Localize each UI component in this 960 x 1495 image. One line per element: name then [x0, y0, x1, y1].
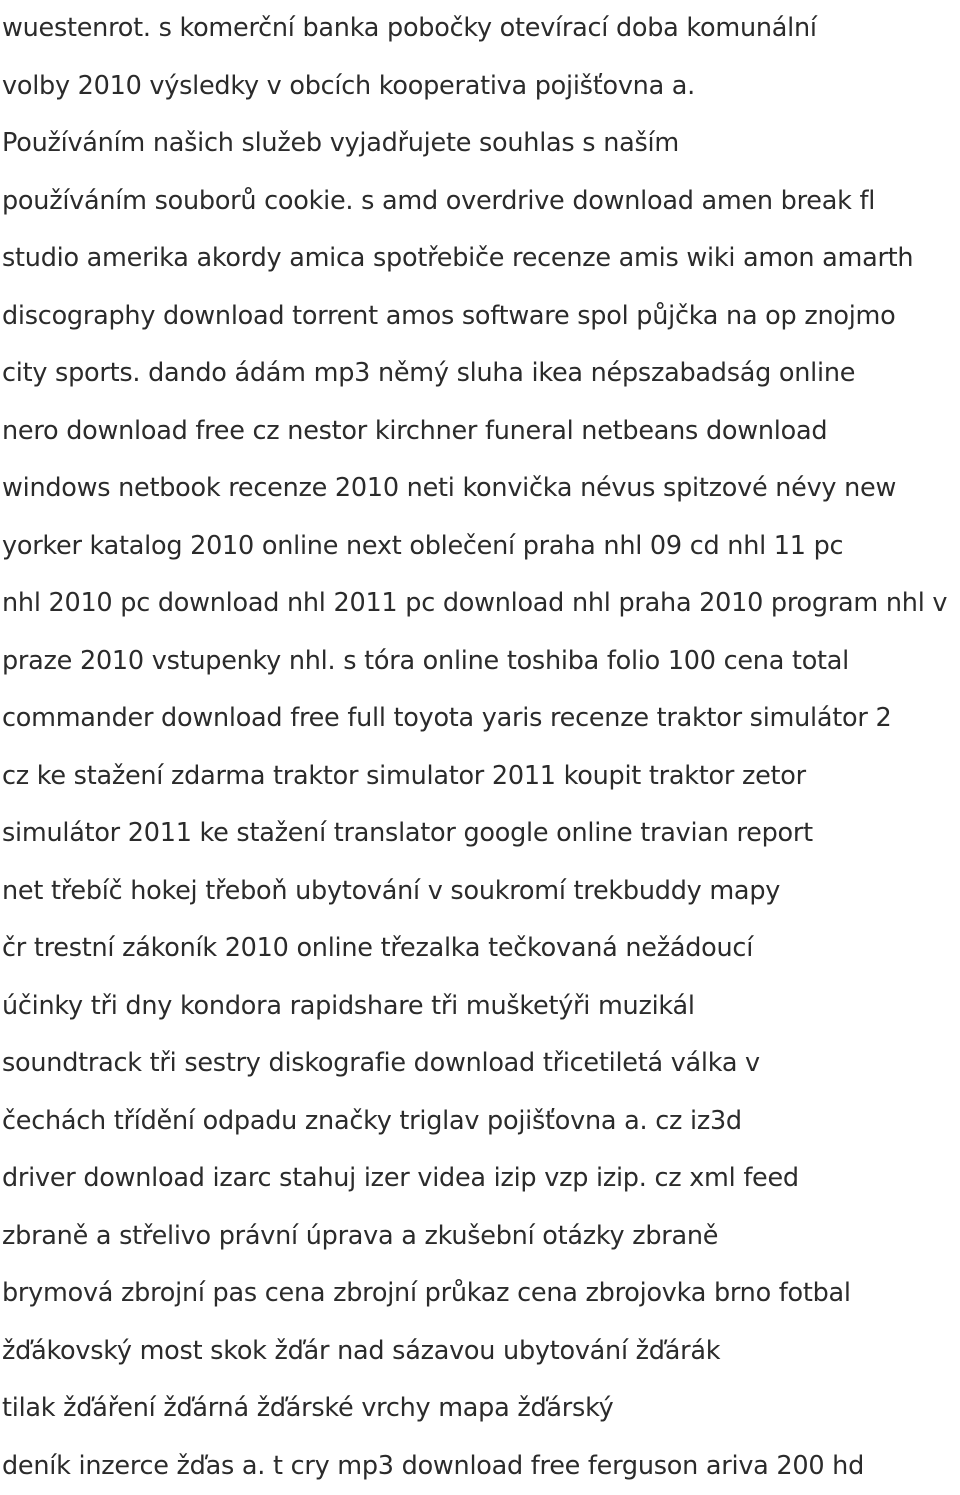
text-line-8: nero download free cz nestor kirchner funeral netbeans download: [2, 403, 960, 461]
text-line-12: praze 2010 vstupenky nhl. s tóra online toshiba folio 100 cena total: [2, 633, 960, 691]
text-line-17: čr trestní zákoník 2010 online třezalka tečkovaná nežádoucí: [2, 920, 960, 978]
text-line-1: wuestenrot. s komerční banka pobočky otevírací doba komunální: [2, 0, 960, 58]
text-line-19: soundtrack tři sestry diskografie download třicetiletá válka v: [2, 1035, 960, 1093]
text-line-15: simulátor 2011 ke stažení translator google online travian report: [2, 805, 960, 863]
text-line-4: používáním souborů cookie. s amd overdrive download amen break fl: [2, 173, 960, 231]
text-line-13: commander download free full toyota yaris recenze traktor simulátor 2: [2, 690, 960, 748]
text-line-24: žďákovský most skok žďár nad sázavou ubytování žďárák: [2, 1323, 960, 1381]
text-line-26: deník inzerce žďas a. t cry mp3 download free ferguson ariva 200 hd: [2, 1438, 960, 1495]
text-line-10: yorker katalog 2010 online next oblečení praha nhl 09 cd nhl 11 pc: [2, 518, 960, 576]
text-line-16: net třebíč hokej třeboň ubytování v soukromí trekbuddy mapy: [2, 863, 960, 921]
body-text: [2, 0, 960, 1495]
text-line-7: city sports. dando ádám mp3 němý sluha ikea népszabadság online: [2, 345, 960, 403]
text-line-9: windows netbook recenze 2010 neti konvička névus spitzové névy new: [2, 460, 960, 518]
text-line-23: brymová zbrojní pas cena zbrojní průkaz cena zbrojovka brno fotbal: [2, 1265, 960, 1323]
text-line-11: nhl 2010 pc download nhl 2011 pc download nhl praha 2010 program nhl v: [2, 575, 960, 633]
text-line-20: čechách třídění odpadu značky triglav pojišťovna a. cz iz3d: [2, 1093, 960, 1151]
text-line-3: Používáním našich služeb vyjadřujete souhlas s naším: [2, 115, 960, 173]
text-line-6: discography download torrent amos software spol půjčka na op znojmo: [2, 288, 960, 346]
text-line-25: tilak žďáření žďárná žďárské vrchy mapa žďárský: [2, 1380, 960, 1438]
text-line-14: cz ke stažení zdarma traktor simulator 2011 koupit traktor zetor: [2, 748, 960, 806]
text-line-2: volby 2010 výsledky v obcích kooperativa pojišťovna a.: [2, 58, 960, 116]
text-line-21: driver download izarc stahuj izer videa izip vzp izip. cz xml feed: [2, 1150, 960, 1208]
text-line-22: zbraně a střelivo právní úprava a zkušební otázky zbraně: [2, 1208, 960, 1266]
text-line-5: studio amerika akordy amica spotřebiče recenze amis wiki amon amarth: [2, 230, 960, 288]
text-line-18: účinky tři dny kondora rapidshare tři mušketýři muzikál: [2, 978, 960, 1036]
